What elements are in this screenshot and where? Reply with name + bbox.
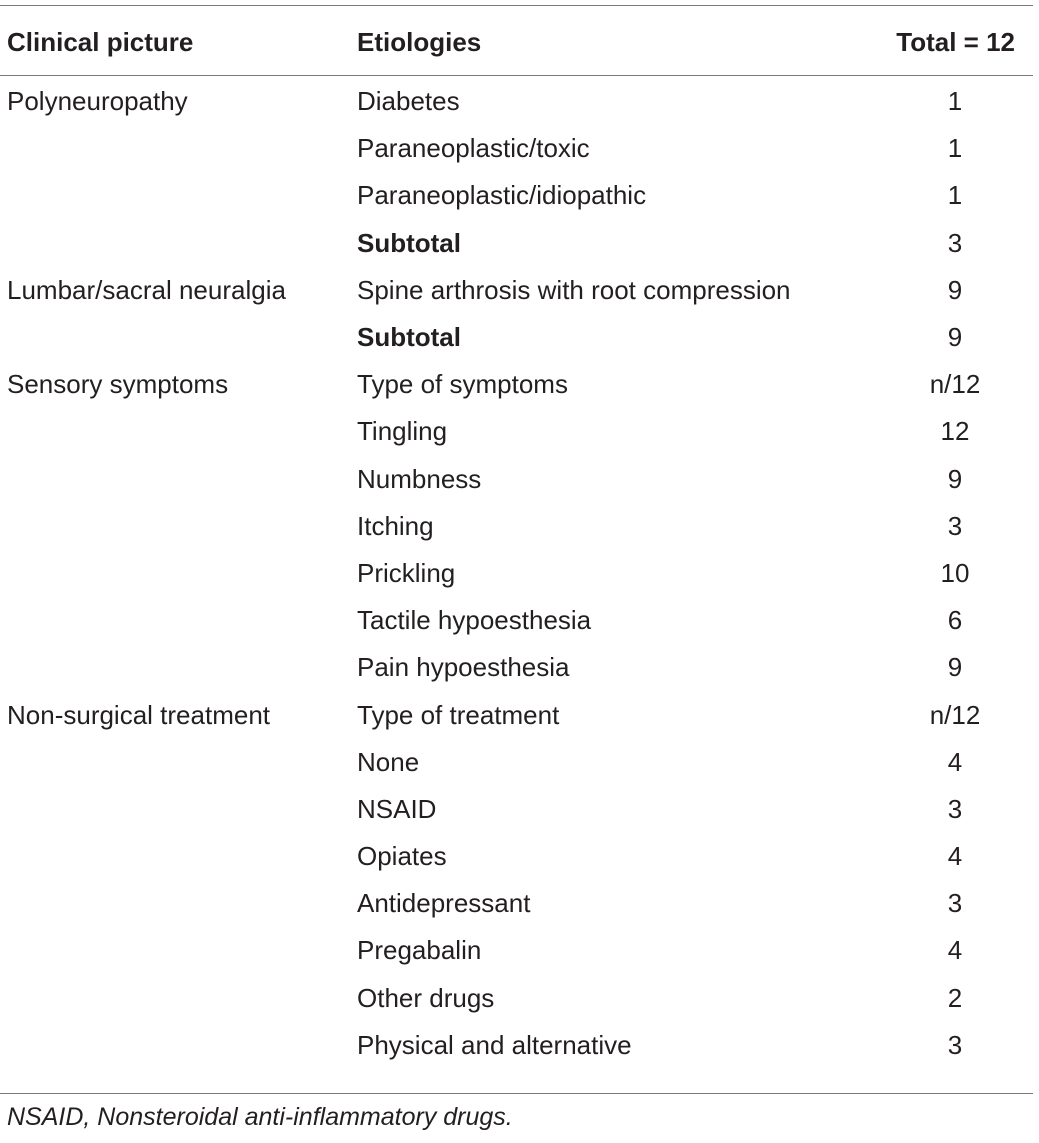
cell-etiology: Type of treatment (357, 699, 560, 730)
cell-etiology: Pain hypoesthesia (357, 652, 570, 683)
table-row (0, 172, 1033, 219)
cell-total-container (853, 644, 1033, 691)
cell-etiology: Paraneoplastic/idiopathic (357, 180, 647, 211)
cell-clinical-picture (0, 503, 357, 550)
table-row (0, 456, 1033, 503)
cell-etiology: Paraneoplastic/toxic (357, 133, 590, 164)
cell-etiology: Type of symptoms (357, 369, 568, 400)
cell-total-container (853, 833, 1033, 880)
table-row (0, 503, 1033, 550)
cell-clinical-picture (0, 975, 357, 1022)
cell-total-container (853, 220, 1033, 267)
table-row (0, 927, 1033, 974)
cell-total: 1 (947, 180, 963, 211)
cell-total: 3 (947, 227, 963, 258)
cell-total: 3 (947, 1029, 963, 1060)
cell-clinical-picture (0, 550, 357, 597)
cell-clinical-picture (0, 927, 357, 974)
cell-etiology: Other drugs (357, 982, 495, 1013)
cell-clinical-picture (0, 786, 357, 833)
cell-etiology: Diabetes (357, 86, 460, 117)
cell-total: 1 (947, 86, 963, 117)
cell-total-container (853, 786, 1033, 833)
table-top-rule (0, 5, 1033, 6)
header-total: Total = 12 (896, 26, 1015, 57)
cell-total-container (853, 125, 1033, 172)
cell-total-container (853, 739, 1033, 786)
table-footnote: NSAID, Nonsteroidal anti-inflammatory drugs. (7, 1103, 513, 1131)
cell-etiology: Physical and alternative (357, 1029, 632, 1060)
table-row (0, 408, 1033, 455)
cell-clinical-picture (0, 644, 357, 691)
table-row (0, 739, 1033, 786)
cell-total-container (853, 503, 1033, 550)
clinical-table (0, 18, 1033, 1069)
table-row (0, 597, 1033, 644)
cell-total: n/12 (929, 369, 981, 400)
cell-clinical-picture (0, 597, 357, 644)
cell-etiology: Antidepressant (357, 888, 531, 919)
cell-total: 9 (947, 652, 963, 683)
cell-total-container (853, 361, 1033, 408)
cell-etiology: Numbness (357, 463, 482, 494)
cell-total-container (853, 597, 1033, 644)
cell-clinical-picture (0, 314, 357, 361)
cell-etiology: Subtotal (357, 227, 461, 258)
cell-etiology: Itching (357, 510, 434, 541)
cell-etiology: Pregabalin (357, 935, 482, 966)
cell-total-container (853, 456, 1033, 503)
cell-clinical-picture (0, 125, 357, 172)
cell-total-container (853, 267, 1033, 314)
cell-total-container (853, 172, 1033, 219)
table-body (0, 66, 1033, 1069)
cell-total-container (853, 1022, 1033, 1069)
header-row (0, 18, 1033, 66)
table-header-rule (0, 75, 1033, 76)
table-bottom-rule (0, 1093, 1033, 1094)
table-row (0, 1022, 1033, 1069)
cell-clinical-picture (0, 739, 357, 786)
table-row (0, 833, 1033, 880)
cell-clinical-picture (0, 880, 357, 927)
cell-total-container (853, 550, 1033, 597)
cell-etiology: Tactile hypoesthesia (357, 605, 592, 636)
table-row (0, 786, 1033, 833)
table-row (0, 975, 1033, 1022)
cell-total: 3 (947, 510, 963, 541)
table-header (0, 18, 1033, 66)
cell-etiology: NSAID (357, 793, 437, 824)
cell-total-container (853, 691, 1033, 738)
cell-total: 9 (947, 463, 963, 494)
cell-total: 4 (947, 746, 963, 777)
table-row (0, 691, 1033, 738)
cell-total: 3 (947, 793, 963, 824)
cell-total: 6 (947, 605, 963, 636)
header-clinical-picture: Clinical picture (7, 26, 194, 57)
cell-total: 4 (947, 935, 963, 966)
cell-total: 9 (947, 274, 963, 305)
cell-clinical-picture (0, 1022, 357, 1069)
cell-clinical-picture (0, 456, 357, 503)
cell-etiology: Tingling (357, 416, 448, 447)
cell-clinical-picture (0, 172, 357, 219)
cell-total-container (853, 408, 1033, 455)
cell-clinical-picture: Lumbar/sacral neuralgia (7, 274, 286, 305)
cell-total: 1 (947, 133, 963, 164)
table-row (0, 267, 1033, 314)
cell-clinical-picture: Sensory symptoms (7, 369, 229, 400)
cell-clinical-picture (0, 220, 357, 267)
table-row (0, 550, 1033, 597)
cell-etiology: Spine arthrosis with root compression (357, 274, 791, 305)
cell-total-container (853, 927, 1033, 974)
table-row (0, 314, 1033, 361)
cell-etiology: Opiates (357, 841, 447, 872)
header-etiologies: Etiologies (357, 26, 482, 57)
cell-clinical-picture: Polyneuropathy (7, 86, 188, 117)
cell-clinical-picture: Non-surgical treatment (7, 699, 270, 730)
table-row (0, 220, 1033, 267)
cell-total: 3 (947, 888, 963, 919)
table-row (0, 125, 1033, 172)
cell-total: n/12 (929, 699, 981, 730)
cell-total: 9 (947, 322, 963, 353)
cell-clinical-picture (0, 408, 357, 455)
cell-total: 4 (947, 841, 963, 872)
cell-total: 2 (947, 982, 963, 1013)
table-row (0, 361, 1033, 408)
table-row (0, 644, 1033, 691)
cell-total-container (853, 314, 1033, 361)
cell-etiology: Prickling (357, 557, 456, 588)
cell-etiology: Subtotal (357, 322, 461, 353)
cell-clinical-picture (0, 833, 357, 880)
cell-total-container (853, 880, 1033, 927)
table-row (0, 880, 1033, 927)
cell-total-container (853, 975, 1033, 1022)
cell-etiology: None (357, 746, 420, 777)
cell-total: 12 (940, 416, 970, 447)
cell-total: 10 (940, 557, 970, 588)
